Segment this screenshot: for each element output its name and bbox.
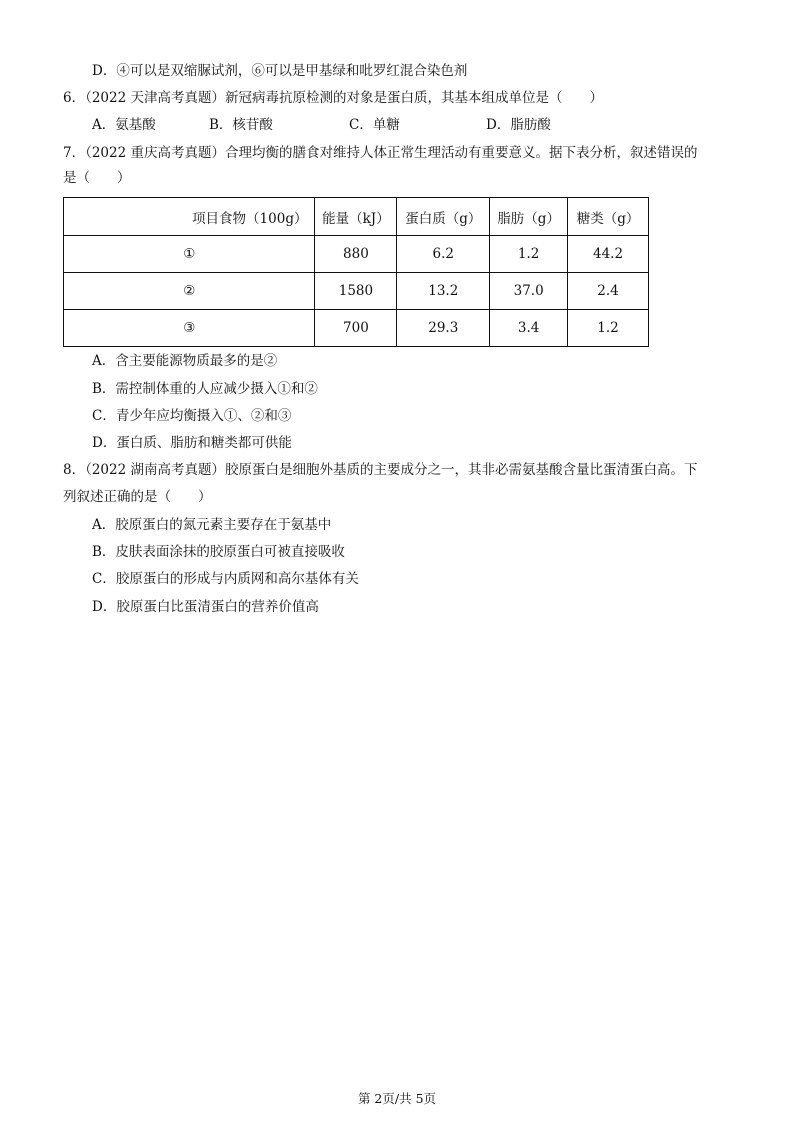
page-number: 第 2页/共 5页	[357, 1091, 437, 1106]
table-cell: 2.4	[568, 273, 649, 310]
table-header-cell: 蛋白质（g）	[397, 198, 490, 236]
table-header-row	[64, 198, 649, 236]
q7-stem-line1: 7．（2022 重庆高考真题）合理均衡的膳食对维持人体正常生理活动有重要意义。据下表分析，叙述错误的	[63, 145, 698, 161]
q8-option-b: B．皮肤表面涂抹的胶原蛋白可被直接吸收	[92, 544, 345, 560]
food-nutrition-table	[63, 197, 649, 347]
table-cell: 1580	[315, 273, 397, 310]
q7-option-b: B．需控制体重的人应减少摄入①和②	[92, 381, 318, 397]
q8-option-d: D．胶原蛋白比蛋清蛋白的营养价值高	[92, 599, 319, 615]
table-row	[64, 273, 649, 310]
q5-option-d: D．④可以是双缩脲试剂，⑥可以是甲基绿和吡罗红混合染色剂	[92, 63, 468, 79]
table-cell: 44.2	[568, 236, 649, 273]
table-header-cell: 糖类（g）	[568, 198, 649, 236]
table-cell: 37.0	[490, 273, 568, 310]
table-cell: 880	[315, 236, 397, 273]
table-cell: 13.2	[397, 273, 490, 310]
q7-stem-line2: 是（ ）	[63, 170, 131, 186]
q8-option-c: C．胶原蛋白的形成与内质网和高尔基体有关	[92, 571, 359, 587]
table-header-cell: 项目食物（100g）	[64, 198, 315, 236]
q7-option-c: C．青少年应均衡摄入①、②和③	[92, 408, 292, 424]
table-cell: 1.2	[568, 310, 649, 347]
table-row	[64, 236, 649, 273]
q7-option-a: A．含主要能源物质最多的是②	[92, 353, 278, 369]
q8-stem-line1: 8．（2022 湖南高考真题）胶原蛋白是细胞外基质的主要成分之一，其非必需氨基酸含量比蛋清蛋白高。下	[63, 462, 698, 478]
table-cell: 29.3	[397, 310, 490, 347]
table-header-cell: 能量（kJ）	[315, 198, 397, 236]
q6-option-d: D．脂肪酸	[486, 117, 551, 133]
q6-option-a: A．氨基酸	[92, 117, 156, 133]
q8-stem-line2: 列叙述正确的是（ ）	[63, 489, 212, 505]
table-row	[64, 310, 649, 347]
q6-stem: 6．（2022 天津高考真题）新冠病毒抗原检测的对象是蛋白质，其基本组成单位是（ ）	[63, 90, 603, 106]
q6-option-b: B．核苷酸	[209, 117, 273, 133]
table-cell: 700	[315, 310, 397, 347]
q7-option-d: D．蛋白质、脂肪和糖类都可供能	[92, 435, 292, 451]
table-cell: ③	[64, 310, 315, 347]
q6-option-c: C．单糖	[349, 117, 400, 133]
table-cell: 6.2	[397, 236, 490, 273]
table-cell: 3.4	[490, 310, 568, 347]
table-cell: 1.2	[490, 236, 568, 273]
table-cell: ②	[64, 273, 315, 310]
table-header-cell: 脂肪（g）	[490, 198, 568, 236]
q8-option-a: A．胶原蛋白的氮元素主要存在于氨基中	[92, 517, 332, 533]
q6-options	[92, 115, 652, 135]
table-cell: ①	[64, 236, 315, 273]
